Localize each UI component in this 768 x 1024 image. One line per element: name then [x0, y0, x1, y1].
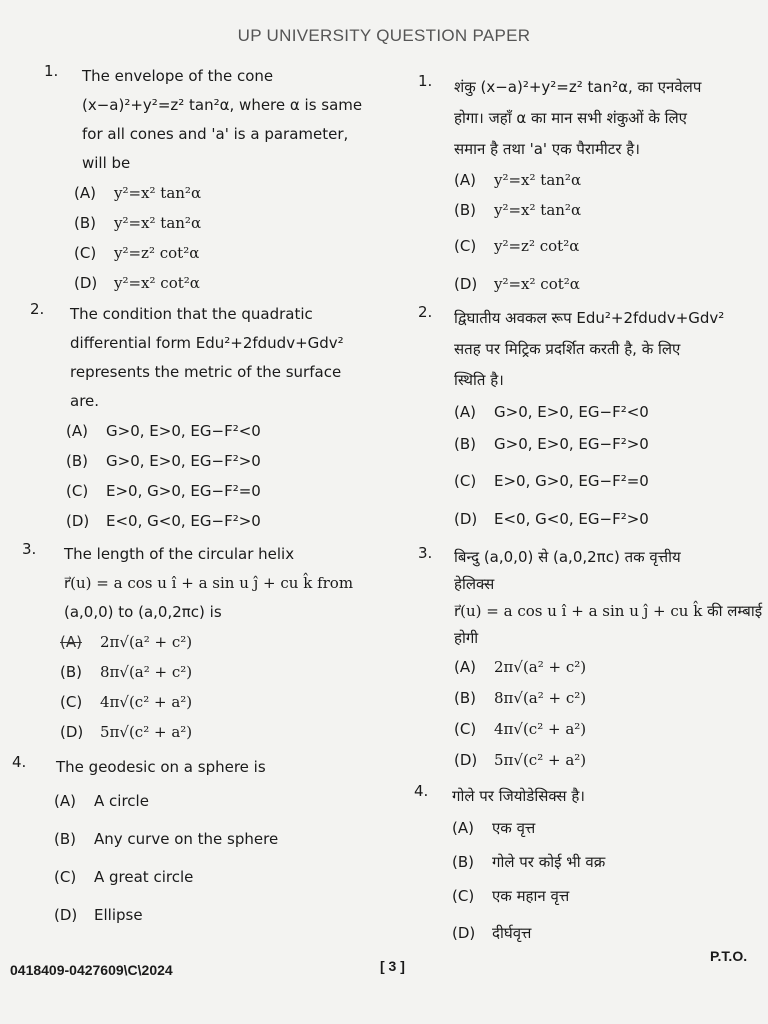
- question-3-en: [12, 540, 392, 747]
- option-c: (C) 4π√(c² + a²): [60, 693, 193, 711]
- option-b: (B) y²=x² tan²α: [74, 214, 202, 232]
- option-a: (A) 2π√(a² + c²): [60, 627, 392, 657]
- question-text: होगी: [454, 629, 479, 647]
- option-d: (D) 5π√(c² + a²): [60, 723, 193, 741]
- hindi-column: [412, 60, 762, 953]
- question-text: The length of the circular helix: [64, 545, 295, 563]
- option-a: (A) y²=x² tan²α: [74, 184, 202, 202]
- question-text: differential form Edu²+2fdudv+Gdv²: [70, 334, 344, 352]
- option-b: (B) 8π√(a² + c²): [60, 663, 193, 681]
- question-number: 1.: [418, 72, 433, 90]
- option-a: (A) एक वृत्त: [452, 819, 536, 837]
- question-text: for all cones and 'a' is a parameter,: [82, 125, 349, 143]
- question-4-hi: [412, 782, 762, 953]
- question-number: 2.: [30, 300, 45, 318]
- option-c: (C) एक महान वृत्त: [452, 887, 570, 905]
- question-1-en: [12, 62, 392, 298]
- option-d: (D) Ellipse: [54, 906, 143, 924]
- option-d: (D) E<0, G<0, EG−F²>0: [454, 510, 649, 528]
- option-b: (B) y²=x² tan²α: [454, 201, 582, 219]
- option-d: (D) E<0, G<0, EG−F²>0: [66, 512, 261, 530]
- question-2-en: [12, 300, 392, 536]
- question-4-en: [12, 753, 392, 934]
- option-a: (A) G>0, E>0, EG−F²<0: [454, 403, 649, 421]
- question-text: (a,0,0) to (a,0,2πc) is: [64, 603, 222, 621]
- question-text: are.: [70, 392, 100, 410]
- option-c: (C) A great circle: [54, 868, 194, 886]
- question-text: represents the metric of the surface: [70, 363, 342, 381]
- question-text: शंकु (x−a)²+y²=z² tan²α, का एनवेलप: [454, 78, 702, 96]
- option-d: (D) y²=x² cot²α: [74, 274, 200, 292]
- question-3-hi: [412, 544, 762, 776]
- question-number: 2.: [418, 303, 433, 321]
- question-number: 4.: [414, 782, 429, 800]
- paper-header: UP UNIVERSITY QUESTION PAPER: [237, 26, 531, 45]
- option-b: (B) G>0, E>0, EG−F²>0: [66, 452, 261, 470]
- option-b: (B) गोले पर कोई भी वक्र: [452, 853, 606, 871]
- question-text: गोले पर जियोडेसिक्स है।: [452, 787, 585, 805]
- question-text: r⃗(u) = a cos u î + a sin u ĵ + cu k̂ from: [64, 574, 354, 592]
- option-d: (D) y²=x² cot²α: [454, 275, 580, 293]
- option-c: (C) E>0, G>0, EG−F²=0: [454, 472, 649, 490]
- question-number: 1.: [44, 62, 59, 80]
- english-column: [12, 60, 392, 934]
- option-a: (A) G>0, E>0, EG−F²<0: [66, 422, 261, 440]
- option-d: (D) 5π√(c² + a²): [454, 751, 587, 769]
- question-text: (x−a)²+y²=z² tan²α, where α is same: [82, 96, 363, 114]
- question-text: बिन्दु (a,0,0) से (a,0,2πc) तक वृत्तीय: [454, 548, 681, 566]
- option-b: (B) Any curve on the sphere: [54, 830, 279, 848]
- question-number: 3.: [418, 544, 433, 562]
- option-b: (B) 8π√(a² + c²): [454, 689, 587, 707]
- pto-label: P.T.O.: [710, 948, 748, 964]
- option-a: (A) y²=x² tan²α: [454, 171, 582, 189]
- question-number: 4.: [12, 753, 27, 771]
- option-c: (C) y²=z² cot²α: [74, 244, 200, 262]
- question-text: होगा। जहाँ α का मान सभी शंकुओं के लिए: [454, 109, 687, 127]
- question-number: 3.: [22, 540, 37, 558]
- question-text: The envelope of the cone: [82, 67, 274, 85]
- option-d: (D) दीर्घवृत्त: [452, 924, 532, 942]
- option-c: (C) y²=z² cot²α: [454, 237, 580, 255]
- question-text: स्थिति है।: [454, 371, 504, 389]
- question-text: The geodesic on a sphere is: [56, 758, 266, 776]
- question-1-hi: [412, 72, 762, 301]
- paper-code: 0418409-0427609\C\2024: [10, 962, 173, 978]
- option-a: (A) 2π√(a² + c²): [454, 658, 587, 676]
- question-text: सतह पर मिट्रिक प्रदर्शित करती है, के लिए: [454, 340, 681, 358]
- question-text: r⃗(u) = a cos u î + a sin u ĵ + cu k̂ की लम्बाई: [454, 602, 763, 620]
- question-text: द्विघातीय अवकल रूप Edu²+2fdudv+Gdv²: [454, 309, 725, 327]
- question-2-hi: [412, 303, 762, 536]
- question-text: The condition that the quadratic: [70, 305, 313, 323]
- question-text: हेलिक्स: [454, 575, 495, 593]
- option-c: (C) 4π√(c² + a²): [454, 720, 587, 738]
- option-a: (A) A circle: [54, 792, 149, 810]
- page-number: [ 3 ]: [380, 958, 405, 974]
- option-b: (B) G>0, E>0, EG−F²>0: [454, 435, 649, 453]
- question-text: समान है तथा 'a' एक पैरामीटर है।: [454, 140, 640, 158]
- question-text: will be: [82, 154, 131, 172]
- ticked-option-label: (A): [60, 633, 82, 651]
- option-c: (C) E>0, G>0, EG−F²=0: [66, 482, 261, 500]
